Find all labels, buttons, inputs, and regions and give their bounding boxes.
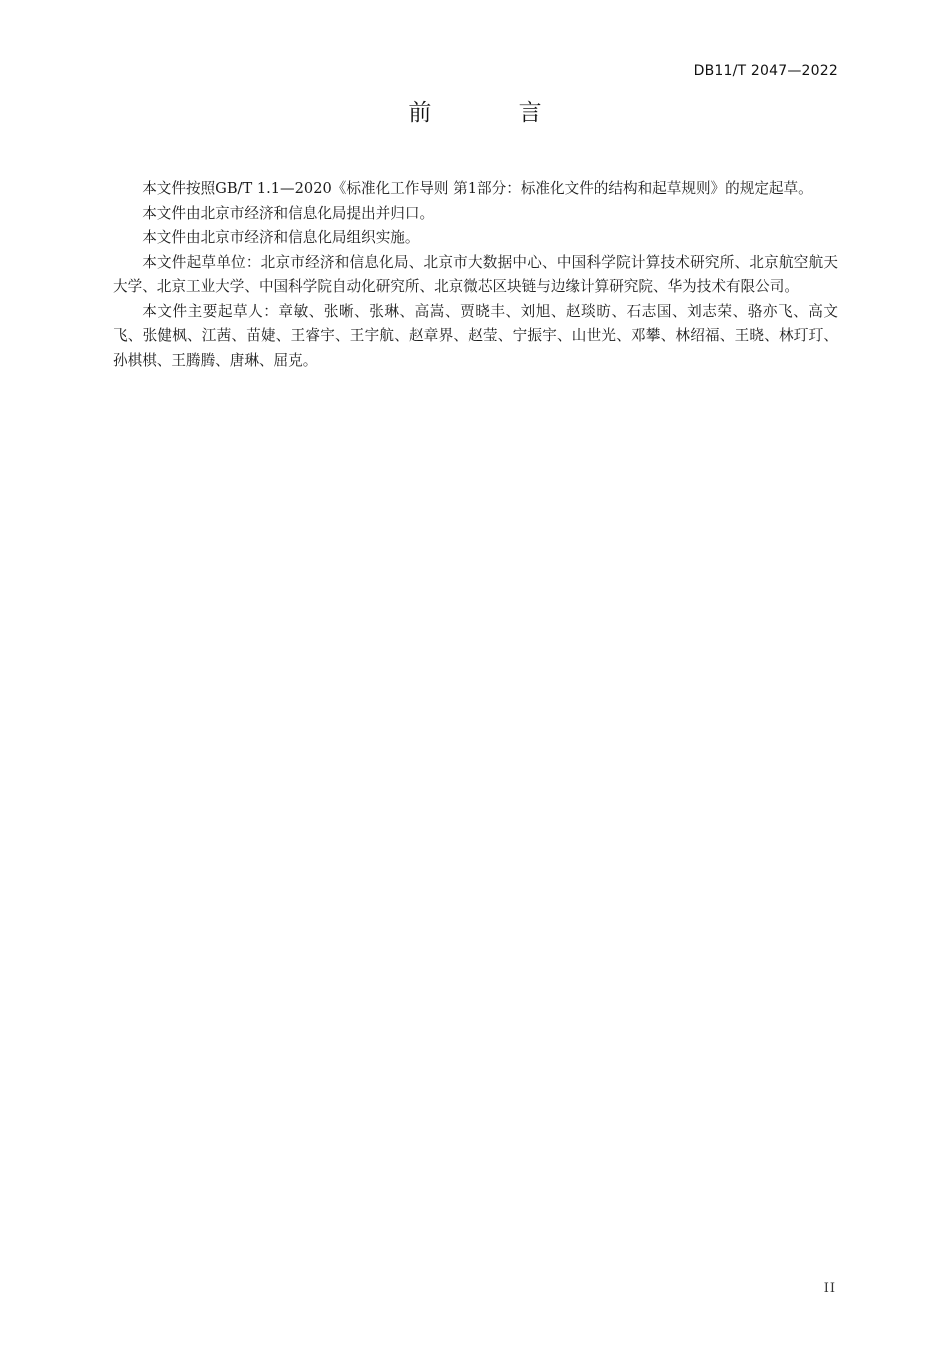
paragraph-drafting-units: 本文件起草单位：北京市经济和信息化局、北京市大数据中心、中国科学院计算技术研究所、北京航空航天大学、北京工业大学、中国科学院自动化研究所、北京微芯区块链与边缘计算研究院、华为技术有限公司。	[113, 253, 838, 295]
preface-body	[113, 177, 838, 373]
document-code: DB11/T 2047—2022	[693, 63, 838, 79]
page-number: II	[823, 1281, 836, 1296]
paragraph-drafting-rules: 本文件按照GB/T 1.1—2020《标准化工作导则 第1部分：标准化文件的结构和起草规则》的规定起草。	[142, 180, 813, 197]
paragraph-proposer: 本文件由北京市经济和信息化局提出并归口。	[142, 204, 435, 222]
paragraph-implementer: 本文件由北京市经济和信息化局组织实施。	[142, 229, 420, 246]
page-title: 前 言	[408, 100, 582, 126]
paragraph-drafters: 本文件主要起草人：章敏、张晰、张琳、高嵩、贾晓丰、刘旭、赵琰昉、石志国、刘志荣、骆亦飞、高文飞、张健枫、江茜、苗婕、王睿宇、王宇航、赵章界、赵莹、宁振宇、山世光、邓攀、林绍福、王晓、林玎玎、孙棋棋、王腾腾、唐琳、屈克。	[113, 302, 838, 369]
